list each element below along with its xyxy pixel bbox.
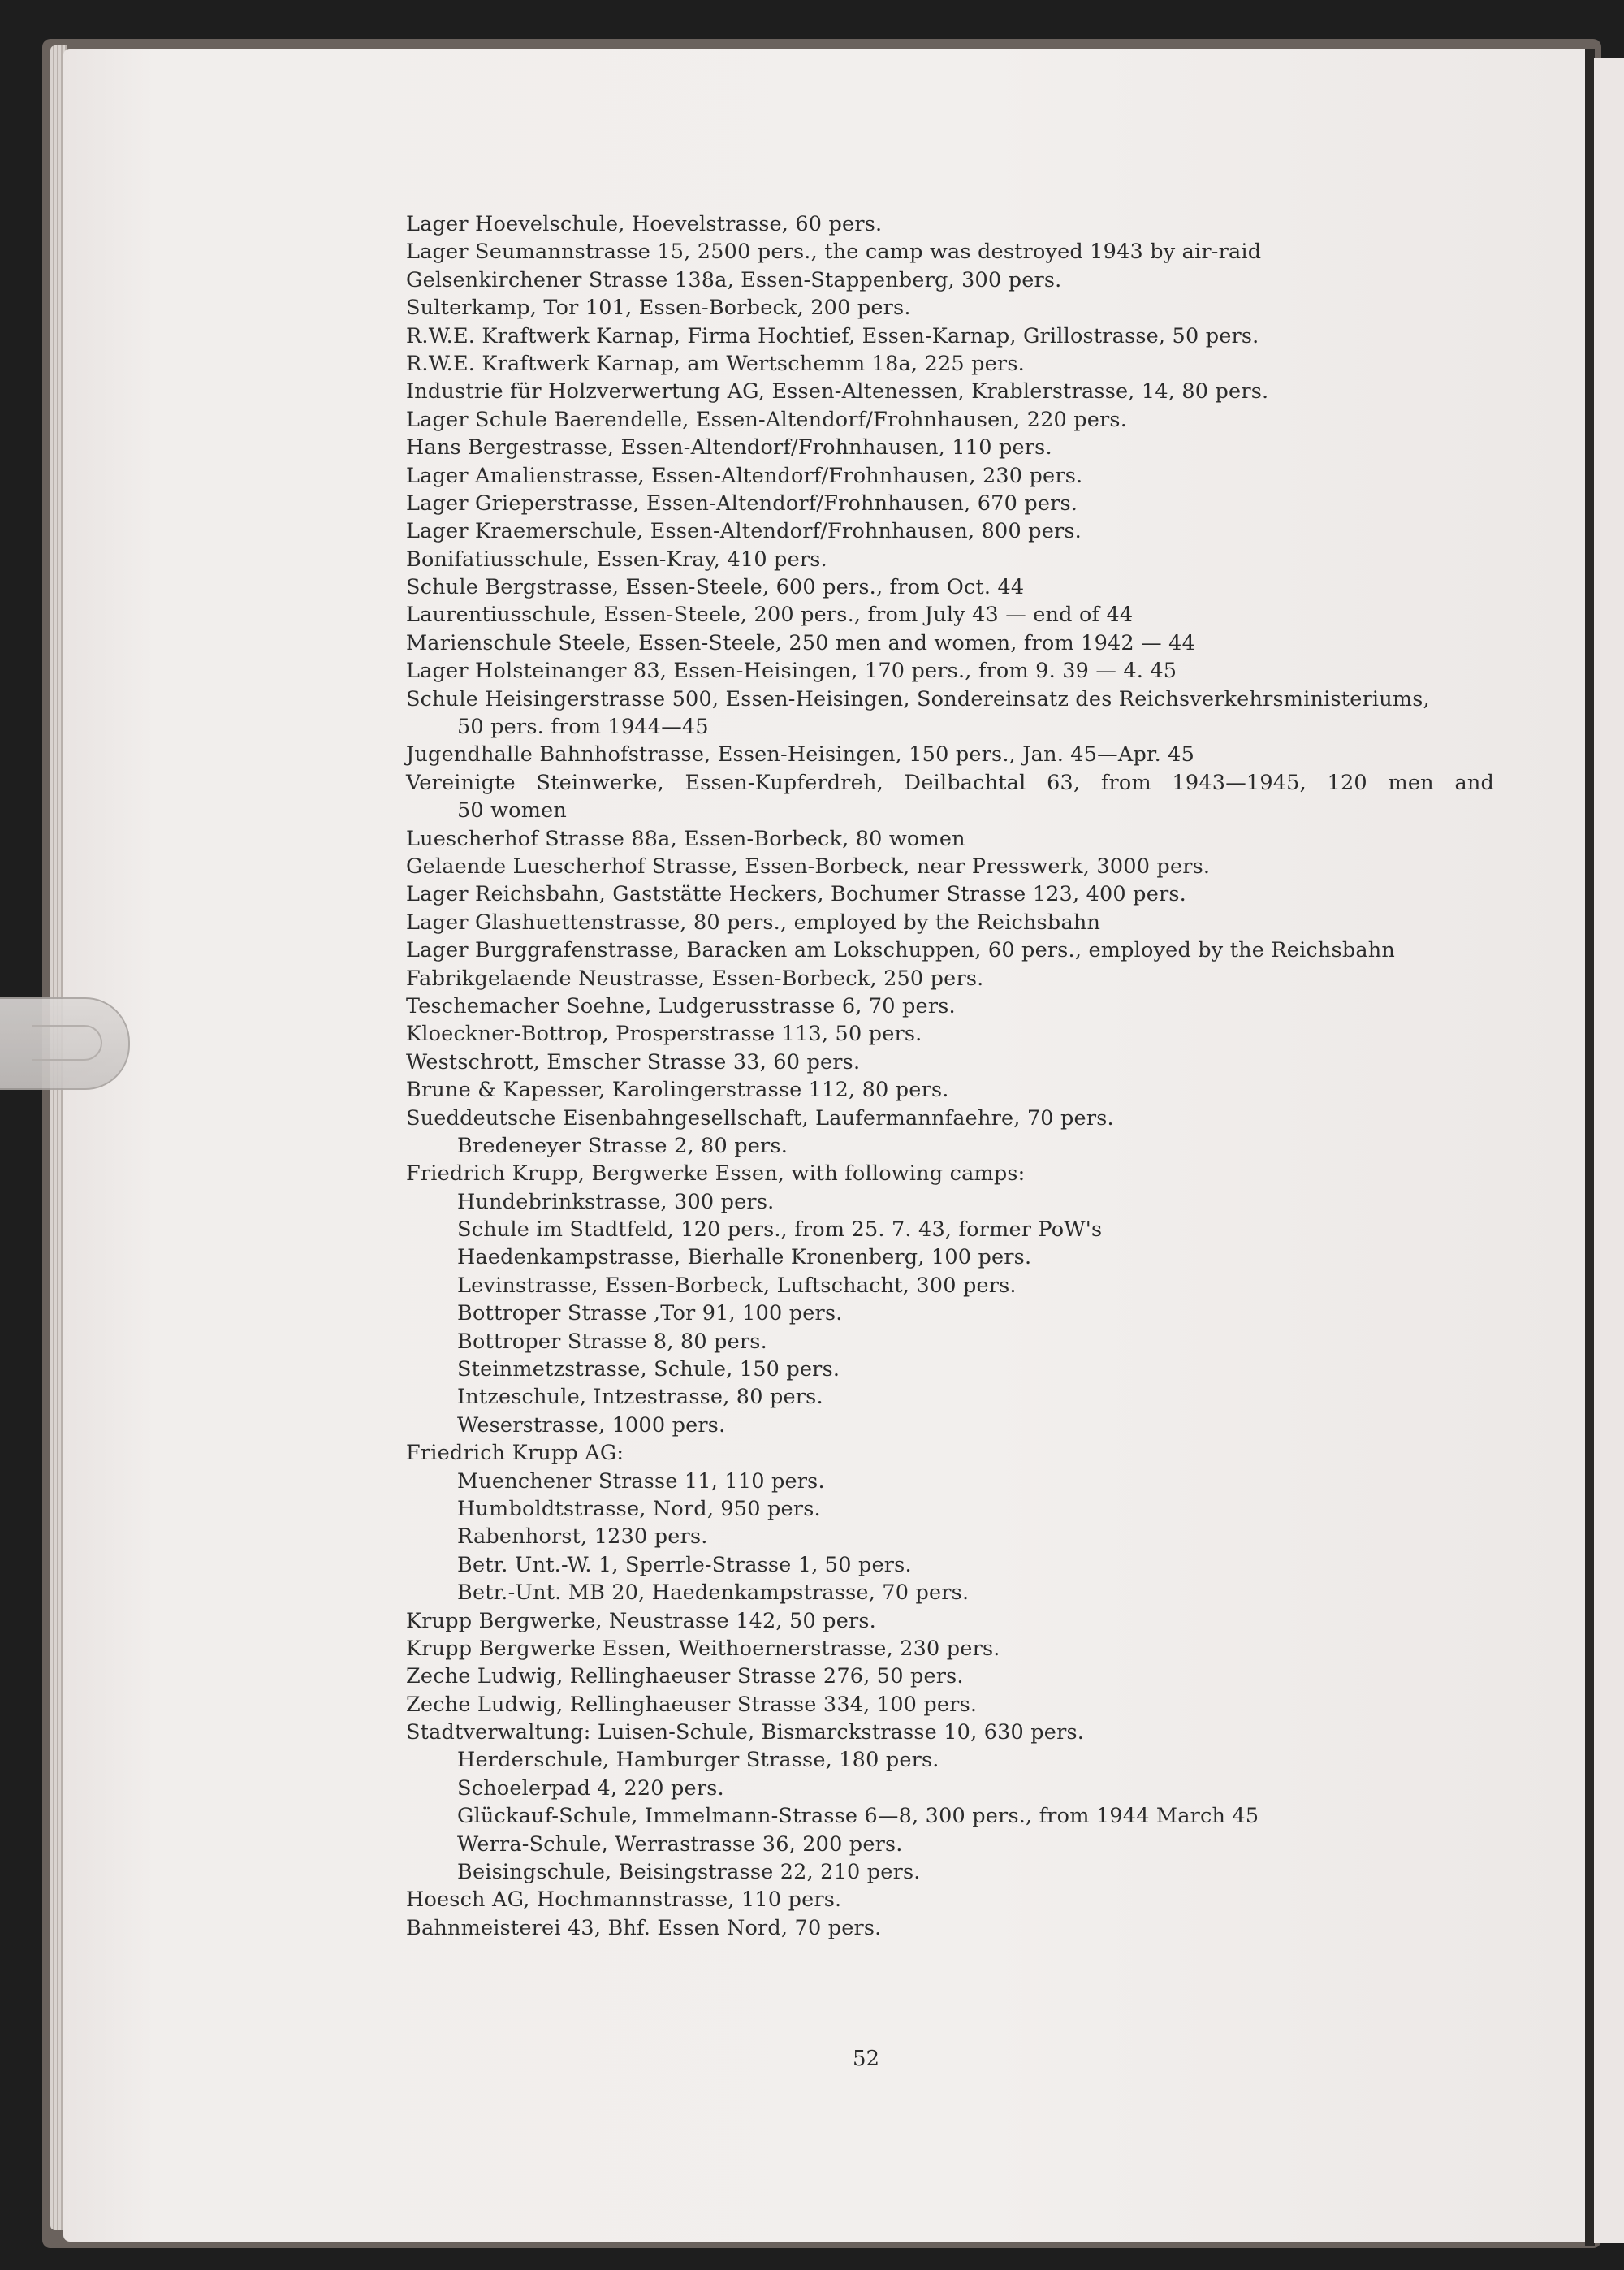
sub-entry-line: Intzeschule, Intzestrasse, 80 pers.: [457, 1385, 823, 1410]
entry-line: Zeche Ludwig, Rellinghaeuser Strasse 276, 50 pers.: [406, 1664, 964, 1689]
sub-entry-line: Schule im Stadtfeld, 120 pers., from 25. 7. 43, former PoW's: [457, 1217, 1103, 1243]
entry-line: Westschrott, Emscher Strasse 33, 60 pers.: [406, 1049, 861, 1074]
sub-entry-line: Weserstrasse, 1000 pers.: [457, 1412, 726, 1438]
sub-entry-line: Bredeneyer Strasse 2, 80 pers.: [457, 1133, 788, 1158]
sub-entry-line: Bottroper Strasse 8, 80 pers.: [457, 1329, 767, 1354]
entry-line: Brune & Kapesser, Karolingerstrasse 112, 80 pers.: [406, 1078, 949, 1103]
sub-entry-line: Muenchener Strasse 11, 110 pers.: [457, 1468, 825, 1494]
entry-line: Krupp Bergwerke, Neustrasse 142, 50 pers.: [406, 1608, 876, 1633]
entry-line: Bahnmeisterei 43, Bhf. Essen Nord, 70 pers.: [406, 1915, 882, 1940]
entry-line: Lager Kraemerschule, Essen-Altendorf/Frohnhausen, 800 pers.: [406, 519, 1082, 544]
sub-entry-line: Beisingschule, Beisingstrasse 22, 210 pers.: [457, 1860, 921, 1885]
entry-line: Hans Bergestrasse, Essen-Altendorf/Frohnhausen, 110 pers.: [406, 435, 1052, 460]
entry-line: Lager Amalienstrasse, Essen-Altendorf/Frohnhausen, 230 pers.: [406, 463, 1083, 488]
entry-line: Fabrikgelaende Neustrasse, Essen-Borbeck, 250 pers.: [406, 966, 984, 991]
sub-entry-line: Werra-Schule, Werrastrasse 36, 200 pers.: [457, 1831, 903, 1857]
entry-line: Schule Heisingerstrasse 500, Essen-Heisingen, Sondereinsatz des Reichsverkehrsministeriums,: [406, 686, 1430, 711]
page-text: [406, 210, 1494, 1942]
entry-line: Zeche Ludwig, Rellinghaeuser Strasse 334, 100 pers.: [406, 1692, 978, 1717]
entry-line: Lager Grieperstrasse, Essen-Altendorf/Frohnhausen, 670 pers.: [406, 491, 1078, 516]
page-number: 52: [853, 2047, 880, 2071]
entry-line: Schule Bergstrasse, Essen-Steele, 600 pers., from Oct. 44: [406, 575, 1025, 600]
sub-entry-line: Herderschule, Hamburger Strasse, 180 pers.: [457, 1748, 939, 1773]
sub-entry-line: Steinmetzstrasse, Schule, 150 pers.: [457, 1357, 840, 1382]
entry-line: Teschemacher Soehne, Ludgerusstrasse 6, 70 pers.: [406, 993, 956, 1018]
sub-entry-line: Glückauf-Schule, Immelmann-Strasse 6—8, 300 pers., from 1944 March 45: [457, 1804, 1259, 1829]
sub-entry-line: Betr. Unt.-W. 1, Sperrle-Strasse 1, 50 pers.: [457, 1552, 912, 1577]
entry-line: Stadtverwaltung: Luisen-Schule, Bismarckstrasse 10, 630 pers.: [406, 1720, 1085, 1745]
sub-entry-line: 50 pers. from 1944—45: [457, 715, 709, 740]
sub-entry-line: Hundebrinkstrasse, 300 pers.: [457, 1189, 775, 1214]
entry-line: Jugendhalle Bahnhofstrasse, Essen-Heisingen, 150 pers., Jan. 45—Apr. 45: [406, 742, 1195, 767]
entry-line: Hoesch AG, Hochmannstrasse, 110 pers.: [406, 1887, 842, 1913]
entry-line: Marienschule Steele, Essen-Steele, 250 men and women, from 1942 — 44: [406, 630, 1196, 655]
entry-line: Luescherhof Strasse 88a, Essen-Borbeck, 80 women: [406, 826, 965, 851]
sub-entry-line: 50 women: [457, 798, 568, 824]
next-page-edge: [1594, 58, 1624, 2243]
entry-line: Sulterkamp, Tor 101, Essen-Borbeck, 200 pers.: [406, 296, 911, 321]
sub-entry-line: Schoelerpad 4, 220 pers.: [457, 1775, 724, 1801]
sub-entry-line: Levinstrasse, Essen-Borbeck, Luftschacht, 300 pers.: [457, 1273, 1017, 1298]
bookmark-tab-inner: [32, 1025, 102, 1061]
entry-line: Friedrich Krupp AG:: [406, 1441, 624, 1466]
entry-line: Lager Seumannstrasse 15, 2500 pers., the camp was destroyed 1943 by air-raid: [406, 240, 1262, 265]
sub-entry-line: Haedenkampstrasse, Bierhalle Kronenberg, 100 pers.: [457, 1245, 1032, 1270]
entry-line: R.W.E. Kraftwerk Karnap, Firma Hochtief, Essen-Karnap, Grillostrasse, 50 pers.: [406, 323, 1259, 348]
sub-entry-line: Betr.-Unt. MB 20, Haedenkampstrasse, 70 pers.: [457, 1580, 970, 1606]
entry-line: Lager Hoevelschule, Hoevelstrasse, 60 pers.: [406, 212, 883, 236]
entry-line: Sueddeutsche Eisenbahngesellschaft, Laufermannfaehre, 70 pers.: [406, 1105, 1114, 1131]
sub-entry-line: Bottroper Strasse ,Tor 91, 100 pers.: [457, 1301, 843, 1326]
entry-line: Bonifatiusschule, Essen-Kray, 410 pers.: [406, 547, 827, 572]
entry-line: Lager Reichsbahn, Gaststätte Heckers, Bochumer Strasse 123, 400 pers.: [406, 882, 1186, 907]
sub-entry-line: Humboldtstrasse, Nord, 950 pers.: [457, 1496, 821, 1521]
entry-line: Kloeckner-Bottrop, Prosperstrasse 113, 50 pers.: [406, 1022, 922, 1047]
sub-entry-line: Rabenhorst, 1230 pers.: [457, 1524, 708, 1550]
entry-line: Gelaende Luescherhof Strasse, Essen-Borbeck, near Presswerk, 3000 pers.: [406, 854, 1211, 879]
entry-line: Gelsenkirchener Strasse 138a, Essen-Stappenberg, 300 pers.: [406, 267, 1062, 292]
entry-line: Krupp Bergwerke Essen, Weithoernerstrasse, 230 pers.: [406, 1636, 1000, 1661]
entry-line: Laurentiusschule, Essen-Steele, 200 pers., from July 43 — end of 44: [406, 603, 1134, 628]
entry-line: Lager Schule Baerendelle, Essen-Altendorf/Frohnhausen, 220 pers.: [406, 407, 1128, 432]
entry-line: Friedrich Krupp, Bergwerke Essen, with following camps:: [406, 1161, 1026, 1187]
entry-line: Vereinigte Steinwerke, Essen-Kupferdreh, Deilbachtal 63, from 1943—1945, 120 men and: [406, 770, 1494, 795]
entry-line: Lager Burggrafenstrasse, Baracken am Lokschuppen, 60 pers., employed by the Reichsbahn: [406, 938, 1395, 963]
entry-line: R.W.E. Kraftwerk Karnap, am Wertschemm 18a, 225 pers.: [406, 351, 1025, 376]
entry-line: Industrie für Holzverwertung AG, Essen-Altenessen, Krablerstrasse, 14, 80 pers.: [406, 379, 1269, 404]
entry-line: Lager Glashuettenstrasse, 80 pers., employed by the Reichsbahn: [406, 910, 1101, 935]
entry-line: Lager Holsteinanger 83, Essen-Heisingen, 170 pers., from 9. 39 — 4. 45: [406, 659, 1177, 684]
